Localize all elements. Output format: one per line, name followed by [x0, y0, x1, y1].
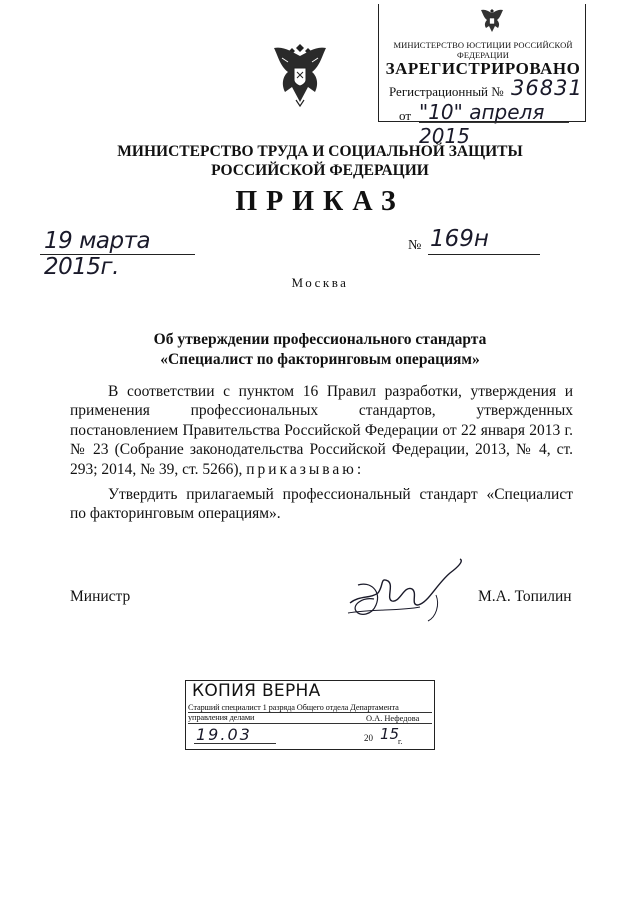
copy-stamp-year-handwritten: 15 — [380, 725, 400, 743]
stamp-number-label: Регистрационный № — [389, 84, 504, 99]
coat-of-arms-icon — [270, 40, 330, 112]
double-headed-eagle-icon — [479, 6, 505, 36]
ministry-title-line-2: РОССИЙСКОЙ ФЕДЕРАЦИИ — [211, 162, 429, 179]
ministry-title-line-1: МИНИСТЕРСТВО ТРУДА И СОЦИАЛЬНОЙ ЗАЩИТЫ — [117, 143, 523, 160]
stamp-date-prefix: от — [399, 108, 412, 123]
subject-line-2: «Специалист по факторинговым операциям» — [160, 351, 480, 368]
handwritten-signature — [340, 555, 470, 630]
copy-stamp-year-prefix: 20 — [364, 733, 373, 743]
copy-stamp-person: О.А. Нефедова — [366, 714, 420, 723]
city: Москва — [291, 275, 349, 290]
body-paragraph-1 — [70, 382, 573, 479]
subject-line-1: Об утверждении профессионального стандарта — [153, 331, 487, 348]
copy-stamp-line-1 — [188, 712, 432, 713]
decree-word: приказываю: — [246, 460, 365, 478]
paragraph-1-text: В соответствии с пунктом 16 Правил разработки, утверждения и применения профессиональных стандартов, утвержденных постановлением Правительства Российской Федерации от 22 января 2013 г. № 23 (Собрание законодательства Российской Федерации, 2013, № 4, ст. 293; 2014, № 39, ст. 5266), — [70, 383, 573, 478]
order-number-underline — [428, 254, 540, 255]
copy-stamp-position: Старший специалист 1 разряда Общего отдела Департамента управления делами — [188, 703, 399, 722]
body-paragraph-2: Утвердить прилагаемый профессиональный стандарт «Специалист по факторинговым операциям». — [70, 486, 573, 523]
order-subject — [60, 330, 580, 370]
copy-stamp-year-suffix: г. — [398, 737, 403, 746]
copy-stamp-title: КОПИЯ ВЕРНА — [192, 681, 321, 701]
stamp-date-underline — [419, 122, 569, 123]
document-type-title: ПРИКАЗ — [235, 186, 405, 217]
stamp-date-value: "10" апреля 2015 — [419, 100, 545, 148]
signatory-name: М.А. Топилин — [478, 588, 572, 605]
signatory-title: Министр — [70, 588, 131, 605]
order-date-handwritten: 19 марта 2015г. — [44, 228, 151, 280]
copy-stamp-date-handwritten: 19.03 — [196, 725, 252, 744]
ministry-title — [60, 142, 580, 180]
order-date-underline — [40, 254, 195, 255]
copy-stamp-date-underline — [194, 743, 276, 744]
stamp-ministry: МИНИСТЕРСТВО ЮСТИЦИИ РОССИЙСКОЙ ФЕДЕРАЦИИ — [393, 40, 573, 60]
order-number-handwritten: 169н — [430, 226, 489, 252]
registration-stamp — [378, 4, 586, 148]
stamp-status: ЗАРЕГИСТРИРОВАНО — [385, 59, 581, 78]
order-number-sign: № — [408, 238, 422, 253]
stamp-number-value: 36831 — [511, 76, 583, 100]
copy-stamp-line-2 — [188, 723, 432, 724]
copy-certification-stamp — [185, 680, 435, 750]
